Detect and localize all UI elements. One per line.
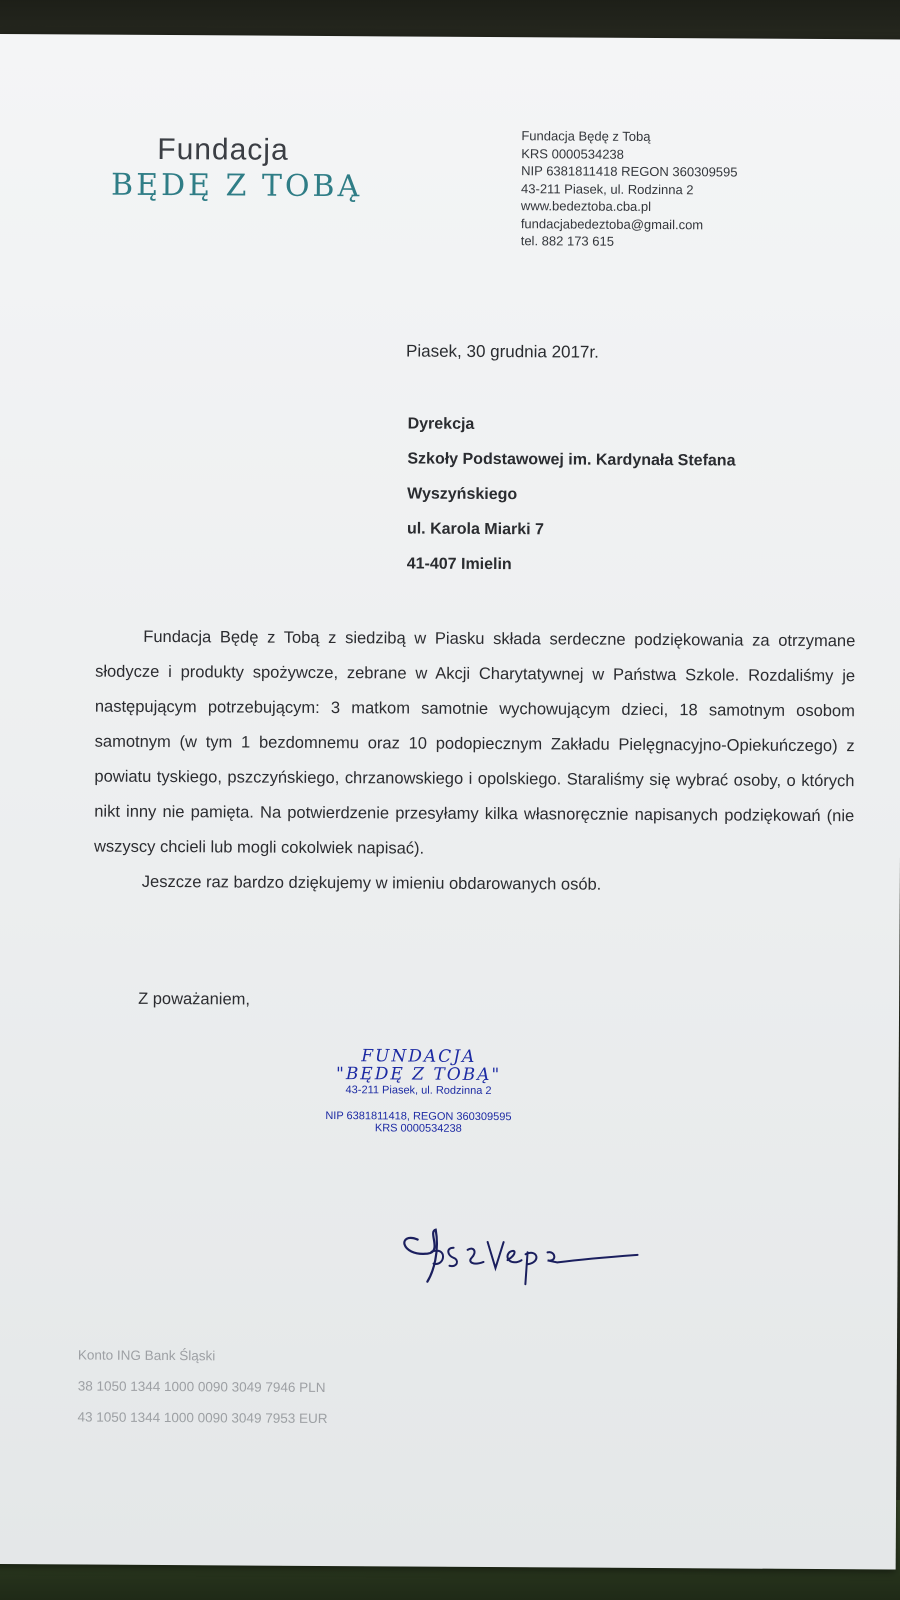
contact-email: fundacjabedeztoba@gmail.com	[520, 215, 704, 232]
contact-line: Fundacja Będę z Tobą	[521, 128, 651, 144]
closing-phrase: Z poważaniem,	[138, 989, 251, 1009]
body-paragraph: Jeszcze raz bardzo dziękujemy w imieniu obdarowanych osób.	[141, 872, 602, 894]
stamp-ids: NIP 6381811418, REGON 360309595	[325, 1110, 512, 1124]
letter-page	[0, 34, 900, 1569]
foundation-stamp	[278, 1046, 559, 1136]
stamp-line2: "BĘDĘ Z TOBĄ"	[335, 1064, 502, 1086]
logo-title: Fundacja	[157, 132, 289, 167]
letter-body	[94, 620, 856, 905]
recipient-line: Szkoły Podstawowej im. Kardynała Stefana	[407, 450, 736, 470]
recipient-line: ul. Karola Miarki 7	[406, 520, 544, 539]
recipient-line: Wyszyńskiego	[407, 485, 518, 504]
contact-line: KRS 0000534238	[521, 145, 624, 162]
contact-phone: tel. 882 173 615	[520, 233, 615, 249]
body-paragraph: Fundacja Będę z Tobą z siedzibą w Piasku składa serdeczne podziękowania za otrzymane słodycze i produkty spożywcze, zebrane w Akcji Charytatywnej w Państwa Szkole. Rozdaliśmy je następującym potrzebującym: 3 matkom samotnie wychowującym dzieci, 18 samotnym osobom samotnym (w tym 1 bezdomnemu oraz 10 podopiecznym Zakładu Pielęgnacyjno-Opiekuńczego) z powiatu tyskiego, pszczyńskiego, chrzanowskiego i opolskiego. Staraliśmy się wybrać osoby, o których nikt inny nie pamięta. Na potwierdzenie przesyłamy kilka własnoręcznie napisanych podziękowań (nie wszyscy chcieli lub mogli cokolwiek napisać).	[93, 627, 856, 858]
contact-line: NIP 6381811418 REGON 360309595	[521, 163, 738, 180]
stamp-address: 43-211 Piasek, ul. Rodzinna 2	[345, 1084, 492, 1098]
contact-website: www.bedeztoba.cba.pl	[520, 198, 652, 214]
recipient-line: Dyrekcja	[407, 415, 475, 433]
letterhead-contact	[521, 127, 738, 251]
handwritten-signature	[387, 1211, 647, 1293]
stamp-line1: FUNDACJA	[361, 1046, 477, 1067]
contact-line: 43-211 Piasek, ul. Rodzinna 2	[521, 180, 694, 197]
recipient-address	[407, 406, 736, 583]
bank-account-pln: 38 1050 1344 1000 0090 3049 7946 PLN	[77, 1378, 326, 1396]
logo-subtitle: BĘDĘ Z TOBĄ	[110, 167, 363, 205]
bank-account-eur: 43 1050 1344 1000 0090 3049 7953 EUR	[77, 1409, 328, 1427]
letter-date: Piasek, 30 grudnia 2017r.	[406, 341, 599, 362]
stamp-krs: KRS 0000534238	[374, 1122, 462, 1135]
bank-name: Konto ING Bank Śląski	[77, 1347, 216, 1364]
recipient-line: 41-407 Imielin	[406, 555, 512, 574]
bank-details	[77, 1340, 328, 1435]
